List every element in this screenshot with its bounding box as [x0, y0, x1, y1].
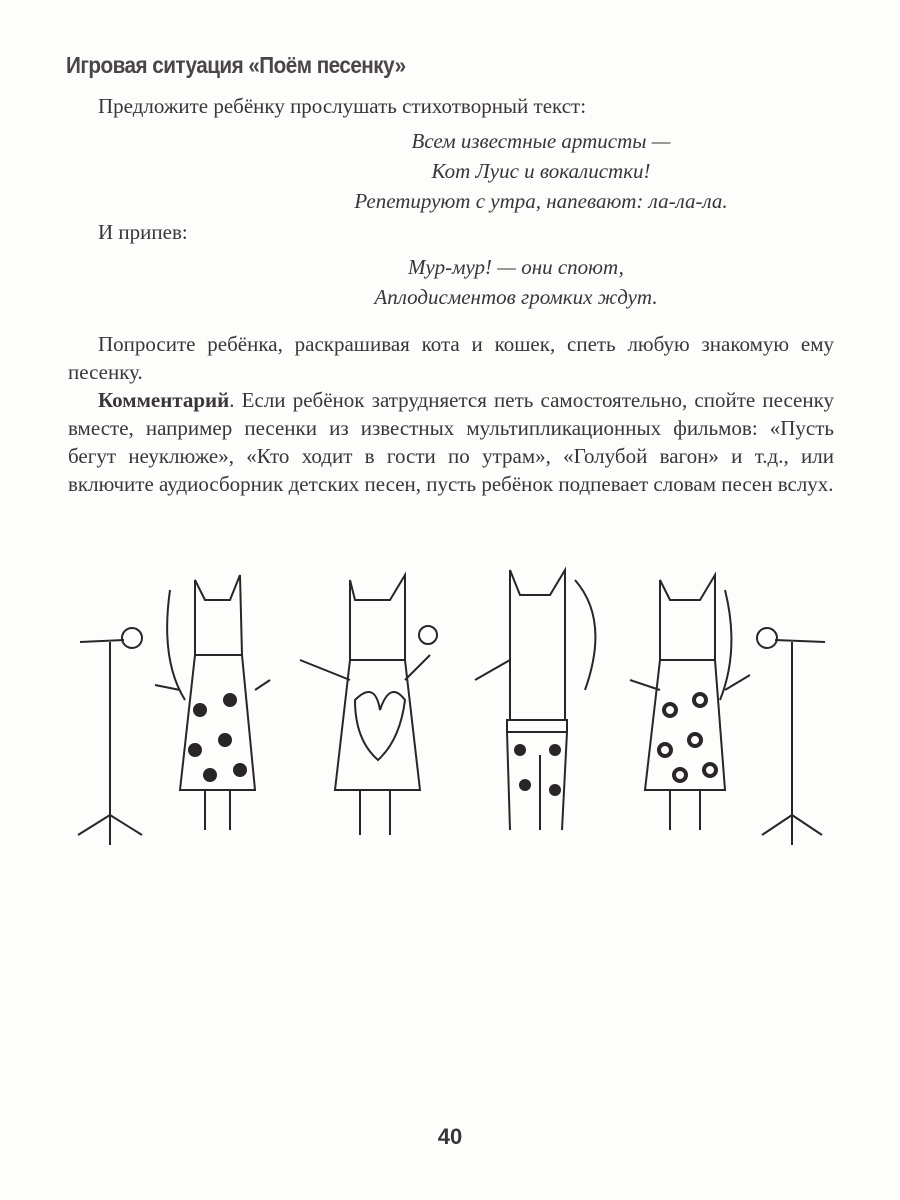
verse-line: Кот Луис и вокалистки! — [431, 159, 651, 183]
intro-paragraph: Предложите ребёнку прослушать стихотворный текст: — [98, 94, 587, 118]
chorus-intro: И припев: — [98, 220, 188, 244]
comment-label: Комментарий — [98, 388, 230, 412]
verse-line: Мур-мур! — они споют, — [408, 255, 624, 279]
cat-singer-heart-dress — [300, 575, 437, 835]
cat-singer-hearts — [155, 575, 270, 830]
instruction-paragraph: Попросите ребёнка, раскрашивая кота и кошек, спеть любую знакомую ему песенку. — [68, 332, 834, 384]
verse-1 — [68, 126, 834, 216]
verse-line: Репетируют с утра, напевают: ла-ла-ла. — [354, 189, 728, 213]
comment-paragraph — [68, 386, 834, 498]
comment-text: . Если ребёнок затрудняется петь самостоятельно, спойте песенку вместе, например песенки из известных мультипликационных фильмов: «Пусть бегут неуклюже», «Кто ходит в гости по утрам», «Голубой вагон» и т.д., или включите аудиосборник детских песен, пусть ребёнок подпевает словам песен вслух. — [68, 388, 834, 496]
page-number: 40 — [437, 1124, 463, 1149]
cat-singer-circles — [630, 575, 750, 830]
verse-2 — [68, 252, 834, 312]
verse-line: Всем известные артисты — — [411, 129, 671, 153]
verse-line: Аплодисментов громких ждут. — [374, 285, 658, 309]
body-text — [68, 92, 834, 498]
microphone-stand-right — [757, 628, 825, 845]
section-heading: Игровая ситуация «Поём песенку» — [66, 52, 406, 78]
singing-cats-illustration — [70, 560, 840, 860]
cat-singer-bowtie — [475, 570, 595, 830]
microphone-stand-left — [78, 628, 142, 845]
